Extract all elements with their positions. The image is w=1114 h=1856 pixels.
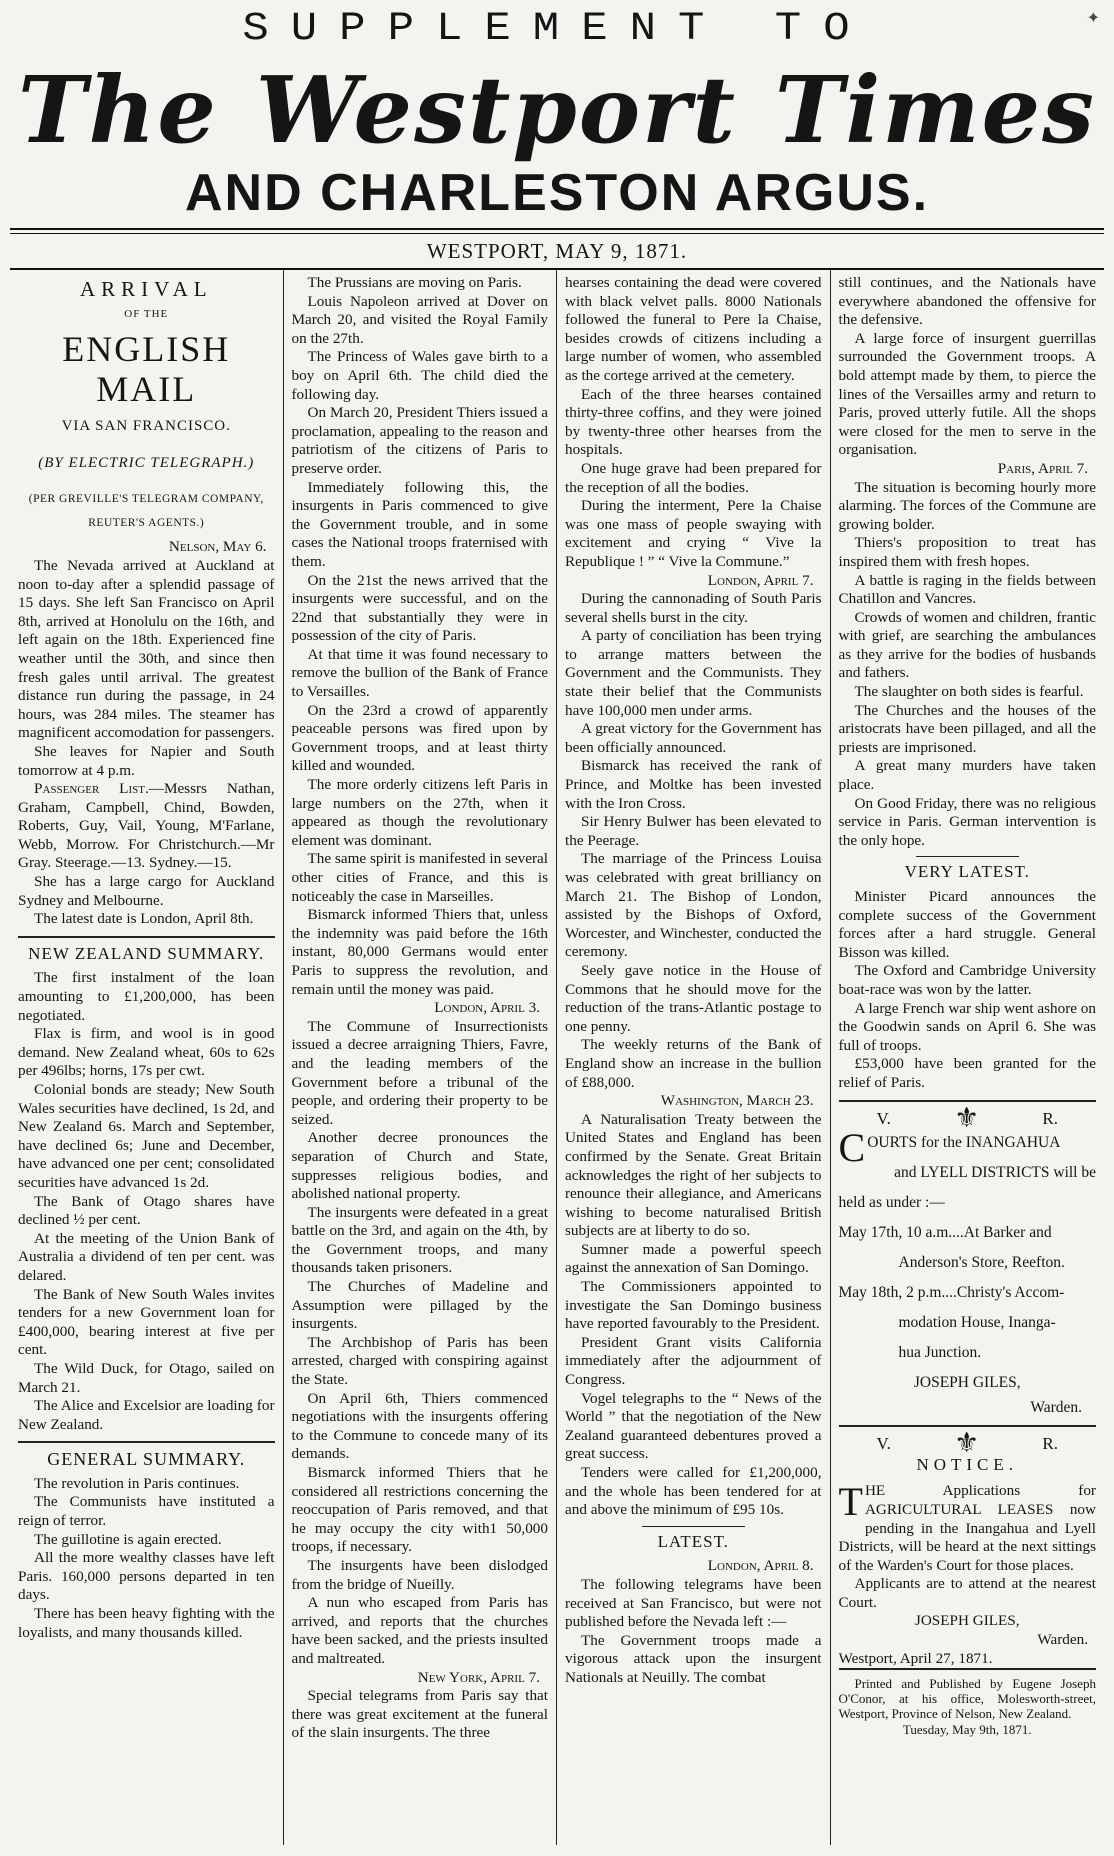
paragraph: The Churches of Madeline and Assumption were pillaged by the insurgents. [291,1278,548,1333]
paragraph: The Oxford and Cambridge University boat-race was won by the latter. [838,962,1096,998]
paragraph: Thiers's proposition to treat has inspired them with fresh hopes. [838,534,1096,570]
section-rule [839,1100,1097,1102]
paragraph: The Commune of Insurrectionists issued a decree arraigning Thiers, Favre, and the leading members of the Government before a tribunal of the people, and ordering their property to be seized. [291,1017,548,1128]
column-4 [831,270,1105,1845]
masthead-title [10,54,1104,166]
court-signature-title: Warden. [1030,1399,1082,1417]
royal-crest-row [839,1102,1097,1134]
column-3 [557,270,831,1845]
paragraph: On the 23rd a crowd of apparently peaceable persons was fired upon by Government troops, and at least thirty killed and wounded. [291,701,548,775]
court-line: and LYELL DISTRICTS will be [894,1164,1096,1182]
dateline: Paris, April 7. [997,459,1088,477]
paragraph: The insurgents have been dislodged from the bridge of Nueilly. [291,1556,548,1593]
paragraph: The more orderly citizens left Paris in large numbers on the 27th, when it appeared as though the revolutionary element was dominant. [291,776,548,849]
paragraph: The Princess of Wales gave birth to a boy on April 6th. The child died the following day. [291,348,548,403]
paragraph: The Churches and the houses of the aristocrats have been pillaged, and all the priests are imprisoned. [838,701,1096,756]
imprint: Printed and Published by Eugene Joseph O'Conor, at his office, Molesworth-street, Westport, Province of Nelson, New Zealand. [839,1668,1097,1721]
paragraph: On April 6th, Thiers commenced negotiations with the insurgents offering to the Commune to concede many of its demands. [291,1389,548,1463]
paragraph: The weekly returns of the Bank of England show an increase in the bullion of £88,000. [565,1036,822,1091]
paragraph: £53,000 have been granted for the relief of Paris. [838,1055,1096,1091]
english-mail-heading: ENGLISH MAIL [62,329,231,410]
paragraph: A large force of insurgent guerrillas surrounded the Government troops. A bold attempt made by them, to pierce the lines of the Versailles army and return to Paris, proved utterly futile. All the shops were closed for the men to serve in the organisation. [838,329,1096,459]
paragraph: She has a large cargo for Auckland Sydney and Melbourne. [18,873,275,909]
paragraph: The revolution in Paris continues. [34,1474,240,1492]
paragraph: Tenders were called for £1,200,000, and the whole has been tendered for at and above the minimum of £95 10s. [565,1464,822,1519]
paragraph: On Good Friday, there was no religious service in Paris. German intervention is the only hope. [838,794,1096,849]
notice-title: NOTICE. [916,1454,1019,1474]
paragraph: Seely gave notice in the House of Commons that he should move for the reduction of the trans-Atlantic postage to one penny. [565,961,822,1035]
paragraph: The Government troops made a vigorous attack upon the insurgent Nationals at Neuilly. The combat [565,1631,822,1686]
court-line: Anderson's Store, Reefton. [898,1254,1065,1272]
paragraph: Sir Henry Bulwer has been elevated to the Peerage. [565,813,822,849]
paragraph: The situation is becoming hourly more alarming. The forces of the Commune are growing bolder. [838,478,1096,533]
agency-note-1: (PER GREVILLE'S TELEGRAM COMPANY, [28,493,264,506]
paragraph: A great victory for the Government has been officially announced. [565,720,822,756]
section-rule [642,1526,745,1527]
notice-paragraph [838,1479,1097,1575]
paragraph: Bismarck has received the rank of Prince, and Moltke has been invested with the Iron Cross. [565,757,822,812]
court-line: May 17th, 10 a.m....At Barker and [838,1224,1052,1242]
paragraph: During the cannonading of South Paris several shells burst in the city. [565,590,822,626]
notice-signature-title: Warden. [1037,1631,1088,1649]
paragraph: Flax is firm, and wool is in good demand. New Zealand wheat, 60s to 62s per 496lbs; horns, 17s per cwt. [18,1025,275,1080]
paragraph: The Bank of Otago shares have declined ½ per cent. [18,1192,275,1229]
masthead-word-2: Westport [255,56,738,164]
paragraph: The same spirit is manifested in several other cities of France, and this is noticeably the case in Marseilles. [291,850,548,905]
passenger-list-text: —Messrs Nathan, Graham, Campbell, Chind, Bowden, Roberts, Guy, Vail, Young, M'Farlane, Webb, Morrow. For Christchurch.—Mr Gray. Steerage.—13. Sydney.—15. [18,780,275,872]
paragraph: Immediately following this, the insurgents in Paris commenced to give the Government trouble, and in some cases the National troops fraternised with them. [291,478,548,570]
notice-dropcap: T [838,1479,863,1525]
paragraph: Louis Napoleon arrived at Dover on March 20, and visited the Royal Family on the 27th. [291,292,548,347]
paragraph: The following telegrams have been received at San Francisco, but were not published before the Nevada left :— [565,1575,822,1631]
masthead-word-1: The [18,56,218,164]
paragraph: still continues, and the Nationals have everywhere abandoned the offensive for the defensive. [838,274,1096,329]
court-line: hua Junction. [898,1344,982,1362]
paragraph: On March 20, President Thiers issued a proclamation, appealing to the reason and patriotism of the citizens of Paris to preserve order. [291,404,548,477]
paragraph: The slaughter on both sides is fearful. [854,683,1084,701]
notice-paragraph: Applicants are to attend at the nearest Court. [838,1575,1096,1611]
paragraph: The Bank of New South Wales invites tenders for a new Government loan for £400,000, bearing interest at five per cent. [18,1285,275,1359]
paragraph: The Archbishop of Paris has been arrested, charged with conspiring against the State. [291,1333,548,1389]
dateline: Nelson, May 6. [168,538,267,556]
masthead-subtitle: AND CHARLESTON ARGUS. [184,164,930,222]
court-notice [838,1125,1097,1418]
paragraph: On the 21st the news arrived that the insurgents were successful, and on the 22nd that substantially they were in possession of the city of Paris. [291,571,548,645]
paragraph: Vogel telegraphs to the “ News of the World ” that the negotiation of the New Zealand guaranteed debentures proved a great success. [565,1389,822,1463]
paragraph: The Wild Duck, for Otago, sailed on March 21. [18,1359,275,1396]
vr-letter-r: R. [1042,1434,1058,1454]
paragraph: Special telegrams from Paris say that there was great excitement at the funeral of the slain insurgents. The three [291,1687,548,1742]
court-dropcap: C [838,1125,866,1171]
telegraph-heading: (BY ELECTRIC TELEGRAPH.) [38,454,255,471]
of-the-heading: OF THE [124,307,169,320]
vr-letter-v: V. [876,1434,891,1454]
general-summary-heading: GENERAL SUMMARY. [47,1449,246,1470]
paragraph: She leaves for Napier and South tomorrow at 4 p.m. [18,742,275,779]
section-rule [18,936,275,938]
dateline: Washington, March 23. [660,1092,814,1110]
court-line: May 18th, 2 p.m....Christy's Accom- [838,1284,1065,1302]
royal-crest-icon: ⚜ [954,1102,980,1134]
notice-text: HE Applications for AGRICULTURAL LEASES now pending in the Inangahua and Lyell Districts, will be heard at the next sittings of the Warden's Court for those places. [838,1482,1096,1574]
via-heading: VIA SAN FRANCISCO. [61,418,231,435]
paragraph: A great many murders have taken place. [838,757,1096,794]
paragraph: The latest date is London, April 8th. [34,910,254,928]
paragraph: Bismarck informed Thiers that, unless the indemnity was paid before the 16th instant, 80,000 Germans would enter Paris to suppress the revolution, and remain until the money was paid. [291,906,548,998]
paragraph: Sumner made a powerful speech against the annexation of San Domingo. [565,1240,822,1277]
paragraph: hearses containing the dead were covered with black velvet palls. 8000 Nationals followed the funeral to Pere la Chaise, besides crowds of citizens including a large number of women, who assembled as the cortege arrived at the cemetery. [565,274,822,384]
paragraph: The insurgents were defeated in a great battle on the 3rd, and again on the 4th, by the Government troops, and many thousands taken prisoners. [291,1203,548,1277]
arrival-heading: ARRIVAL [79,277,213,301]
paragraph: One huge grave had been prepared for the reception of all the bodies. [565,459,822,496]
paragraph: The Alice and Excelsior are loading for New Zealand. [18,1397,275,1433]
paragraph: All the more wealthy classes have left Paris. 160,000 persons departed in ten days. [18,1549,275,1604]
paragraph: Minister Picard announces the complete success of the Government forces after a hard struggle. General Bisson was killed. [838,888,1096,961]
paragraph: The Nevada arrived at Auckland at noon to-day after a splendid passage of 15 days. She left San Francisco on April 8th, arrived at Honolulu on the 16th, and left again on the 18th. Experienced fine weather until the 30th, and since then fresh gales until arrival. The greatest distance run during the passage, in 24 hours, was 284 miles. The steamer has magnificent accomodation for passengers. [18,556,275,742]
paragraph: The Commissioners appointed to investigate the San Domingo business have reported favourably to the President. [565,1278,822,1333]
paragraph [18,780,275,873]
paragraph: Bismarck informed Thiers that he considered all restrictions concerning the reoccupation of Paris removed, and that he may occupy the city with1 50,000 troops, if necessary. [291,1464,548,1556]
vr-letter-r: R. [1042,1108,1058,1128]
paragraph: The guillotine is again erected. [34,1530,222,1548]
issue-date: WESTPORT, MAY 9, 1871. [426,239,688,263]
nz-summary-heading: NEW ZEALAND SUMMARY. [28,943,265,963]
court-line: OURTS for the INANGAHUA [867,1134,1061,1152]
court-line: held as under :— [838,1194,945,1212]
paragraph: A nun who escaped from Paris has arrived, and reports that the churches have been sacked, and the priests insulted and maltreated. [291,1594,548,1667]
column-1 [10,270,284,1845]
dateline: New York, April 7. [417,1668,540,1686]
supplement-heading: SUPPLEMENT TO [242,6,872,52]
paragraph: There has been heavy fighting with the loyalists, and many thousands killed. [18,1605,275,1641]
dateline: London, April 3. [434,999,540,1017]
agency-note-2: REUTER'S AGENTS.) [88,517,205,530]
latest-heading: LATEST. [657,1531,729,1551]
paragraph: President Grant visits California immediately after the adjournment of Congress. [565,1333,822,1389]
court-signature: JOSEPH GILES, [913,1374,1021,1392]
very-latest-heading: VERY LATEST. [904,862,1030,882]
paragraph: The marriage of the Princess Louisa was celebrated with great brilliancy on March 21. The Bishop of London, assisted by the Bishops of Oxford, Worcester, and Winchester, conducted the ceremony. [565,850,822,961]
paragraph: A battle is raging in the fields between Chatillon and Vancres. [838,571,1096,608]
section-rule [18,1441,275,1443]
vr-letter-v: V. [876,1108,891,1128]
imprint-date: Tuesday, May 9th, 1871. [902,1722,1032,1738]
columns [10,270,1104,1845]
paragraph: Another decree pronounces the separation of Church and State, suppresses religious bodies, and abolished national property. [291,1129,548,1203]
paragraph: The Prussians are moving on Paris. [307,274,522,291]
column-2 [284,270,558,1845]
notice-signature: JOSEPH GILES, [914,1612,1020,1630]
court-line: modation House, Inanga- [898,1314,1056,1332]
passenger-list-label: Passenger List. [34,780,149,798]
paragraph: A Naturalisation Treaty between the United States and England has been confirmed by the Senate. Great Britain acknowledges the right of her subjects to renounce their allegiance, and Americans wishing to become naturalised British subjects are at liberty to do so. [565,1110,822,1240]
paragraph: A large French war ship went ashore on the Goodwin sands on April 6. She was full of troops. [838,999,1096,1054]
section-rule [916,856,1019,857]
notice-date: Westport, April 27, 1871. [838,1649,993,1667]
paragraph: At that time it was found necessary to remove the bullion of the Bank of France to Versailles. [291,645,548,701]
dateline: London, April 8. [707,1557,814,1575]
margin-mark: ✦ [1086,10,1100,27]
paragraph: The Communists have instituted a reign of terror. [18,1493,275,1530]
paragraph: Colonial bonds are steady; New South Wales securities have declined, 1s 2d, and New Zealand 6s. March and September, have declined 6s; June and December, have advanced one per cent; consolidated securities have advanced 1s 2d. [18,1081,275,1191]
paragraph: A party of conciliation has been trying to arrange matters between the Government and the Communists. They state their belief that the Communists have 100,000 men under arms. [565,627,822,719]
paragraph: Each of the three hearses contained thirty-three coffins, and they were joined by twenty-three other hearses from the hospitals. [565,385,822,459]
paragraph: At the meeting of the Union Bank of Australia a dividend of ten per cent. was delared. [18,1229,275,1284]
masthead-word-3: Times [774,56,1096,164]
section-rule [839,1425,1097,1427]
paragraph: Crowds of women and children, frantic with grief, are searching the ambulances as they arrive for the bodies of husbands and fathers. [838,608,1096,682]
royal-crest-row [839,1428,1097,1460]
paragraph: During the interment, Pere la Chaise was one mass of people swaying with excitement and crying “ Vive la Republique ! ” “ Vive la Commune.” [565,497,822,570]
dateline: London, April 7. [707,571,814,589]
paragraph: The first instalment of the loan amounting to £1,200,000, has been negotiated. [18,969,275,1024]
royal-crest-icon: ⚜ [954,1428,980,1460]
